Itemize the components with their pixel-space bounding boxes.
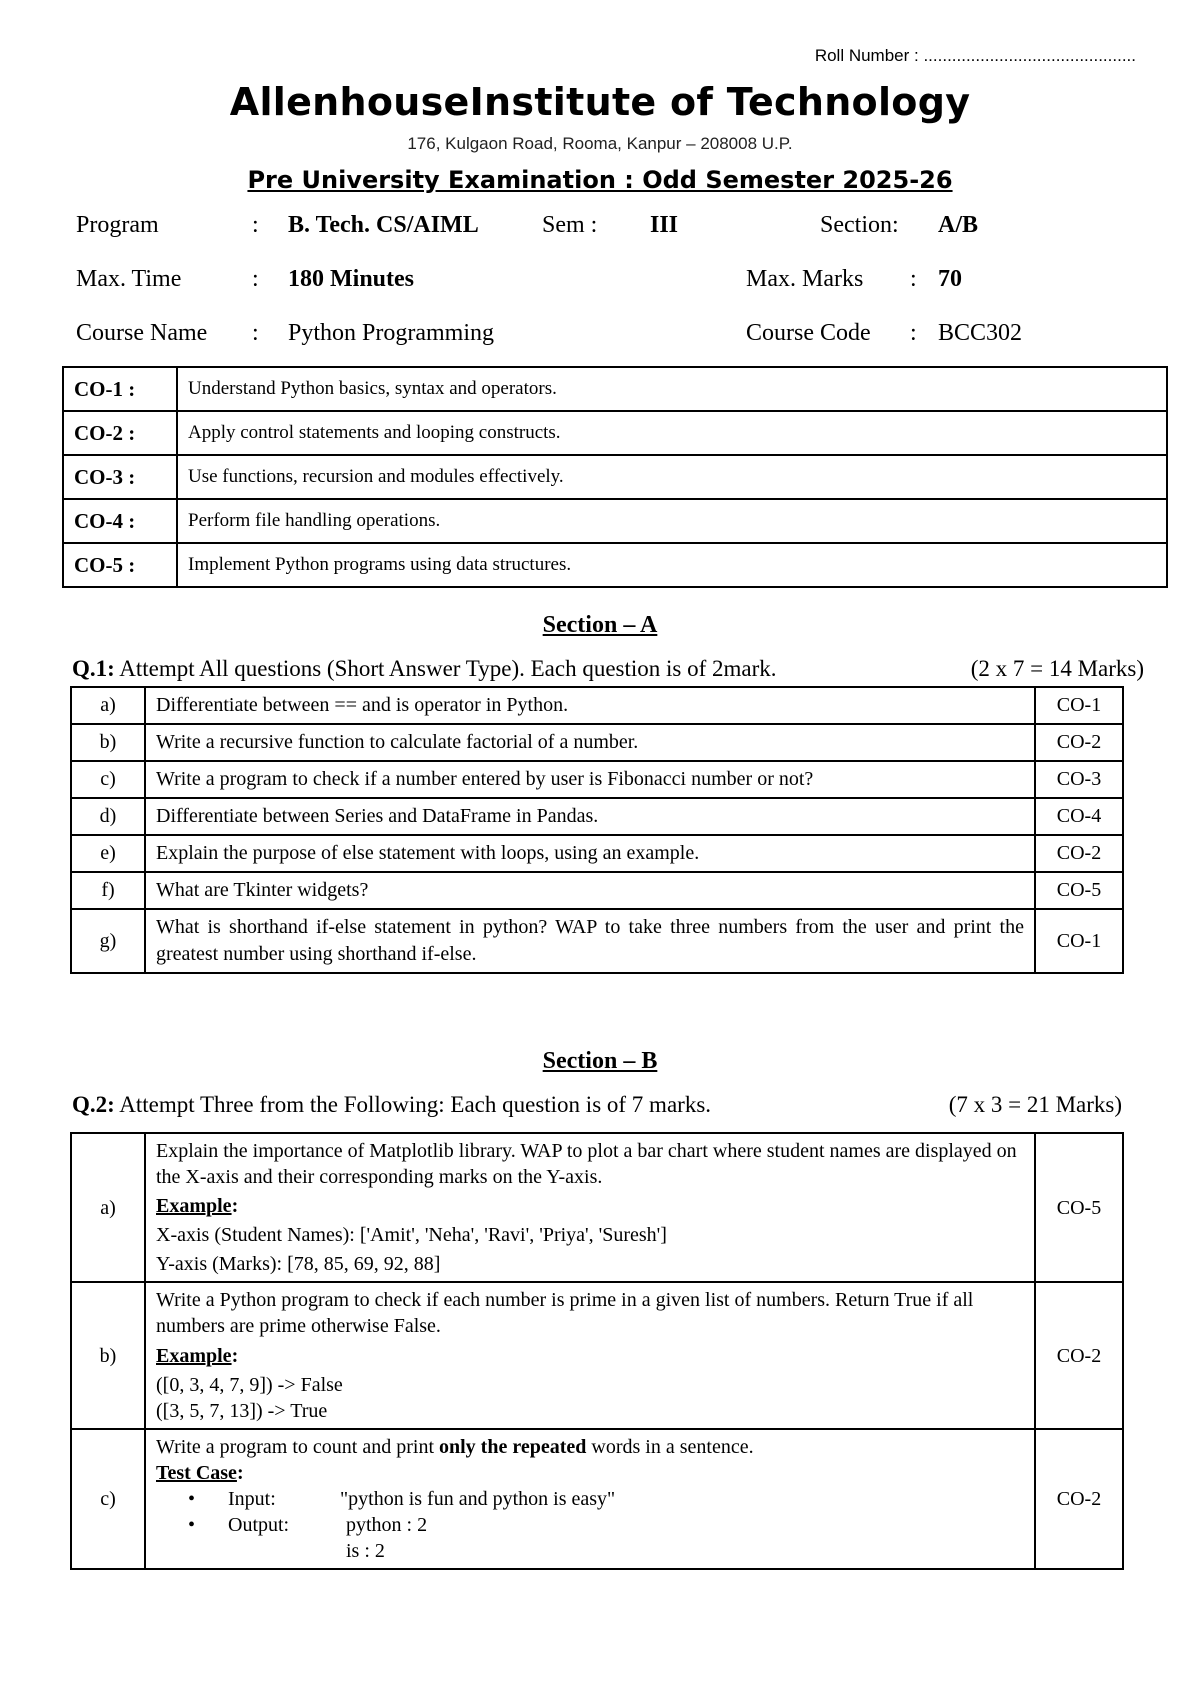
question-label: d) — [71, 798, 145, 835]
q2-marks: (7 x 3 = 21 Marks) — [948, 1092, 1122, 1117]
output-value-2: is : 2 — [346, 1540, 385, 1562]
table-row — [71, 724, 1123, 761]
co-code: CO-5 : — [63, 543, 177, 587]
co-row — [63, 455, 1167, 499]
question-co: CO-1 — [1035, 909, 1123, 973]
q1-marks: (2 x 7 = 14 Marks) — [970, 656, 1144, 681]
test-case-line: Test Case: — [156, 1462, 244, 1484]
program-label: Program — [76, 212, 159, 238]
max-marks-value: 70 — [938, 266, 962, 292]
test-case-label: Test Case — [156, 1462, 237, 1484]
input-bullet — [156, 1486, 1024, 1512]
question-text-part: words in a sentence. — [586, 1436, 754, 1458]
course-name-value: Python Programming — [288, 320, 495, 346]
output-value: python : 2 — [346, 1514, 428, 1536]
x-axis-line: X-axis (Student Names): ['Amit', 'Neha', 'Ravi', 'Priya', 'Suresh'] — [156, 1224, 667, 1246]
example-1: ([0, 3, 4, 7, 9]) -> False — [156, 1374, 343, 1396]
max-marks-label: Max. Marks — [746, 266, 864, 292]
co-code: CO-1 : — [63, 367, 177, 411]
question-co: CO-1 — [1035, 687, 1123, 724]
course-code-value: BCC302 — [938, 320, 1023, 346]
co-row — [63, 543, 1167, 587]
course-name-colon: : — [252, 320, 259, 346]
input-label: Input: — [228, 1488, 276, 1510]
y-axis-line: Y-axis (Marks): [78, 85, 69, 92, 88] — [156, 1253, 441, 1275]
section-b-title: Section – B — [542, 1048, 658, 1074]
co-text: Understand Python basics, syntax and operators. — [177, 367, 1167, 411]
question-co: CO-3 — [1035, 761, 1123, 798]
q2-instruction-line — [72, 1092, 711, 1118]
question-text: Differentiate between Series and DataFrame in Pandas. — [145, 798, 1035, 835]
table-row — [71, 1282, 1123, 1429]
table-row — [71, 761, 1123, 798]
q1-label: Q.1: — [72, 656, 115, 681]
q2-instruction: Attempt Three from the Following: Each question is of 7 marks. — [119, 1092, 712, 1117]
question-text: What are Tkinter widgets? — [145, 872, 1035, 909]
question-co: CO-5 — [1035, 1133, 1123, 1282]
example-label: Example — [156, 1345, 232, 1367]
question-text-part: Write a program to count and print — [156, 1436, 439, 1458]
question-text: Explain the purpose of else statement with loops, using an example. — [145, 835, 1035, 872]
table-row — [71, 798, 1123, 835]
question-co: CO-2 — [1035, 1282, 1123, 1429]
section-value: A/B — [938, 212, 979, 238]
question-text-bold: only the repeated — [439, 1436, 587, 1458]
co-code: CO-2 : — [63, 411, 177, 455]
section-a-questions-table — [70, 686, 1124, 974]
question-text: What is shorthand if-else statement in python? WAP to take three numbers from the user and print the greatest number using shorthand if-else. — [145, 909, 1035, 973]
co-row — [63, 367, 1167, 411]
question-label: c) — [71, 761, 145, 798]
institute-address: 176, Kulgaon Road, Rooma, Kanpur – 208008 U.P. — [407, 134, 793, 153]
question-text: Write a Python program to check if each number is prime in a given list of numbers. Return True if all numbers are prime otherwise False. — [156, 1289, 974, 1337]
sem-label: Sem : — [542, 212, 598, 238]
question-content — [145, 1133, 1035, 1282]
co-text: Use functions, recursion and modules effectively. — [177, 455, 1167, 499]
co-text: Implement Python programs using data structures. — [177, 543, 1167, 587]
example-2: ([3, 5, 7, 13]) -> True — [156, 1400, 328, 1422]
max-time-label: Max. Time — [76, 266, 182, 292]
table-row — [71, 872, 1123, 909]
program-value: B. Tech. CS/AIML — [288, 212, 479, 238]
output-bullet — [156, 1512, 1024, 1538]
question-label: b) — [71, 1282, 145, 1429]
max-marks-colon: : — [910, 266, 917, 292]
question-text: Differentiate between == and is operator in Python. — [145, 687, 1035, 724]
question-label: e) — [71, 835, 145, 872]
co-code: CO-3 : — [63, 455, 177, 499]
example-label: Example — [156, 1195, 232, 1217]
table-row — [71, 1133, 1123, 1282]
max-time-value: 180 Minutes — [288, 266, 414, 292]
course-code-colon: : — [910, 320, 917, 346]
example-line: Example: — [156, 1195, 239, 1217]
section-a-title: Section – A — [542, 612, 658, 638]
q2-label: Q.2: — [72, 1092, 115, 1117]
question-text: Write a recursive function to calculate factorial of a number. — [145, 724, 1035, 761]
question-label: a) — [71, 687, 145, 724]
output-label: Output: — [228, 1514, 290, 1536]
question-label: f) — [71, 872, 145, 909]
max-time-colon: : — [252, 266, 259, 292]
question-label: b) — [71, 724, 145, 761]
course-code-label: Course Code — [746, 320, 871, 346]
table-row — [71, 1429, 1123, 1569]
question-co: CO-2 — [1035, 1429, 1123, 1569]
question-text — [156, 1434, 1024, 1460]
program-colon: : — [252, 212, 259, 238]
question-co: CO-2 — [1035, 724, 1123, 761]
question-co: CO-2 — [1035, 835, 1123, 872]
institute-name: AllenhouseInstitute of Technology — [229, 80, 971, 124]
question-label: g) — [71, 909, 145, 973]
section-b-questions-table — [70, 1132, 1124, 1570]
q1-instruction: Attempt All questions (Short Answer Type). Each question is of 2mark. — [119, 656, 777, 681]
question-co: CO-4 — [1035, 798, 1123, 835]
question-co: CO-5 — [1035, 872, 1123, 909]
roll-number: Roll Number : ............................................. — [814, 46, 1136, 65]
question-label: c) — [71, 1429, 145, 1569]
co-row — [63, 499, 1167, 543]
question-text: Write a program to check if a number entered by user is Fibonacci number or not? — [145, 761, 1035, 798]
table-row — [71, 909, 1123, 973]
sem-value: III — [650, 212, 679, 238]
section-label: Section: — [820, 212, 899, 238]
course-name-label: Course Name — [76, 320, 208, 346]
question-text: Explain the importance of Matplotlib library. WAP to plot a bar chart where student names are displayed on the X-axis and their corresponding marks on the Y-axis. — [156, 1140, 1017, 1188]
q1-instruction-line — [72, 656, 777, 682]
example-line: Example: — [156, 1345, 239, 1367]
course-outcomes-table — [62, 366, 1168, 588]
table-row — [71, 687, 1123, 724]
co-text: Perform file handling operations. — [177, 499, 1167, 543]
question-content — [145, 1282, 1035, 1429]
table-row — [71, 835, 1123, 872]
co-code: CO-4 : — [63, 499, 177, 543]
co-text: Apply control statements and looping constructs. — [177, 411, 1167, 455]
question-label: a) — [71, 1133, 145, 1282]
input-value: "python is fun and python is easy" — [340, 1488, 616, 1510]
question-content — [145, 1429, 1035, 1569]
co-row — [63, 411, 1167, 455]
exam-title: Pre University Examination : Odd Semester 2025-26 — [247, 166, 953, 194]
